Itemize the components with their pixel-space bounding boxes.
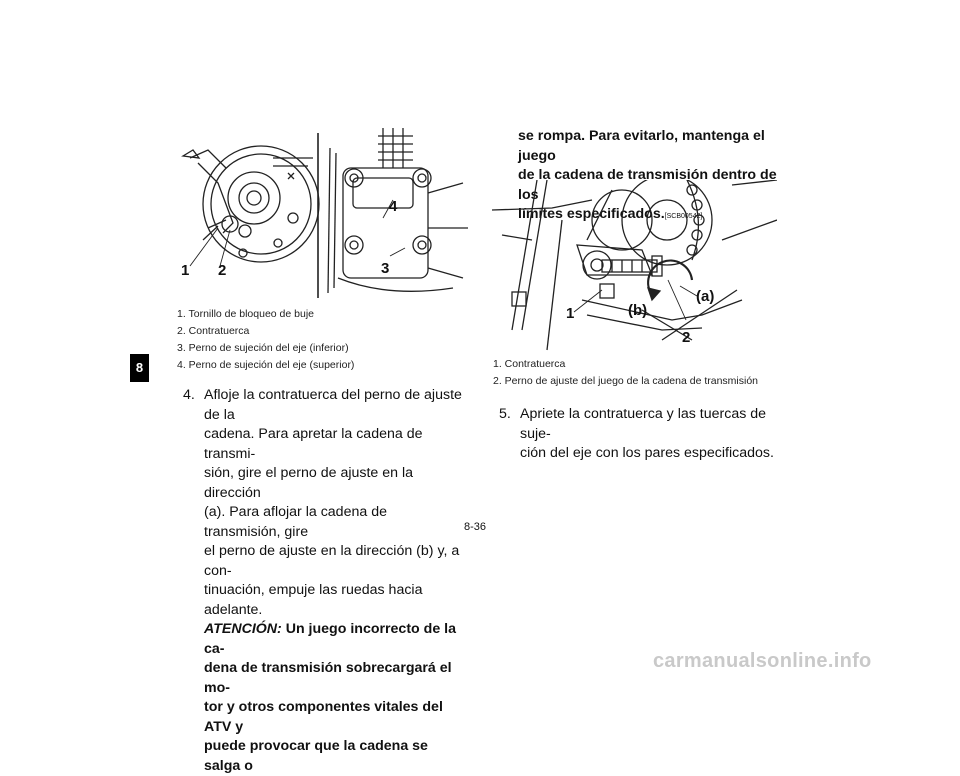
warning-line: límites especificados.	[518, 206, 665, 222]
caption-4: 4. Perno de sujeción del eje (superior)	[177, 359, 355, 371]
warning-line: se rompa. Para evitarlo, mantenga el juego	[518, 128, 765, 164]
caption-1: 1. Contratuerca	[493, 358, 566, 370]
warning-line: Un juego incorrecto de la ca-	[204, 621, 456, 657]
step-4-line: sión, gire el perno de ajuste en la dirección	[204, 465, 414, 501]
chapter-tab: 8	[130, 354, 149, 382]
hub-axle-illustration	[178, 128, 478, 303]
footer-watermark: carmanualsonline.info	[653, 650, 872, 672]
warning-line: de la cadena de transmisión dentro de los	[518, 167, 777, 203]
callout-1: 1	[566, 305, 575, 322]
step-5-number: 5.	[499, 406, 511, 422]
callout-4: 4	[389, 198, 398, 215]
callout-3: 3	[381, 260, 390, 277]
figure-chain-adjuster	[492, 180, 777, 352]
chain-adjuster-illustration	[492, 180, 777, 352]
page-number: 8-36	[464, 521, 487, 533]
step-4-line: tinuación, empuje las ruedas hacia adelante.	[204, 582, 423, 618]
step-4-line: (a). Para aflojar la cadena de transmisión, gire	[204, 504, 387, 540]
caption-3: 3. Perno de sujeción del eje (inferior)	[177, 342, 349, 354]
step-4-number: 4.	[183, 387, 195, 403]
warning-line: dena de transmisión sobrecargará el mo-	[204, 660, 452, 696]
direction-a-label: (a)	[696, 288, 715, 305]
atencion-label: ATENCIÓN:	[204, 621, 282, 637]
callout-1: 1	[181, 262, 190, 279]
left-figure-captions	[177, 306, 354, 374]
warning-line: puede provocar que la cadena se salga o	[204, 738, 428, 774]
caption-2: 2. Contratuerca	[177, 325, 250, 337]
direction-b-label: (b)	[628, 302, 648, 319]
warning-line: tor y otros componentes vitales del ATV y	[204, 699, 443, 735]
step-5-line: Apriete la contratuerca y las tuercas de suje-	[520, 406, 767, 442]
right-figure-captions	[493, 356, 758, 390]
step-4-line: cadena. Para apretar la cadena de transmi-	[204, 426, 423, 462]
callout-2: 2	[218, 262, 227, 279]
step-4-line: el perno de ajuste en la dirección (b) y, a con-	[204, 543, 460, 579]
step-5-line: ción del eje con los pares especificados.	[520, 445, 774, 461]
callout-2: 2	[682, 329, 691, 346]
step-4-line: Afloje la contratuerca del perno de ajuste de la	[204, 387, 462, 423]
caption-1: 1. Tornillo de bloqueo de buje	[177, 308, 314, 320]
figure-hub-and-axle	[178, 128, 478, 303]
caption-2: 2. Perno de ajuste del juego de la cadena de transmisión	[493, 375, 759, 387]
reference-code: [SCB00542]	[664, 213, 703, 220]
